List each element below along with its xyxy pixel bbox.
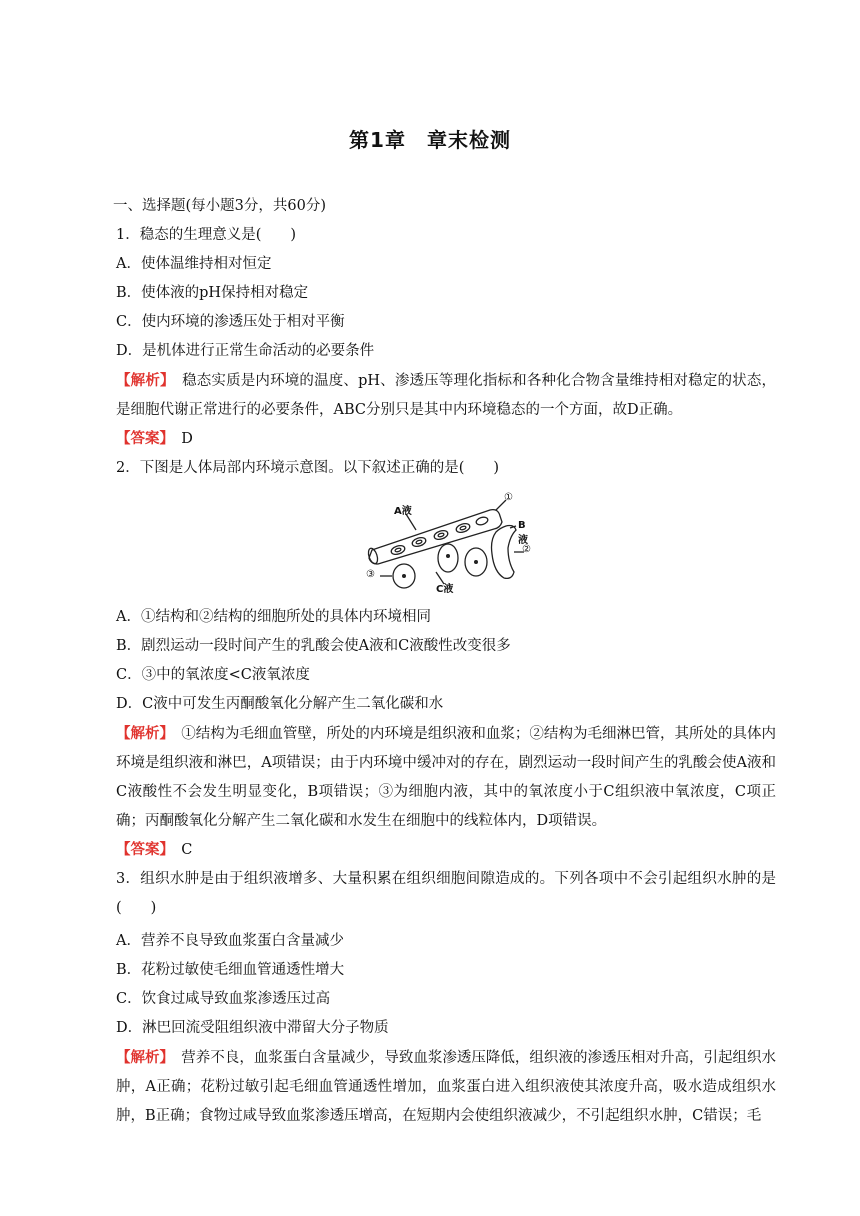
page-title: 第1章 章末检测 [349,128,511,152]
question-2-option-c: C．③中的氧浓度<C液氧浓度 [116,667,310,683]
question-2-stem: 2．下图是人体局部内环境示意图。以下叙述正确的是( ) [116,460,500,476]
question-2-option-a: A．①结构和②结构的细胞所处的具体内环境相同 [116,609,431,625]
question-1-option-c: C．使内环境的渗透压处于相对平衡 [116,314,345,330]
question-3-option-b: B．花粉过敏使毛细血管通透性增大 [116,962,345,978]
label-3: ③ [366,569,375,580]
label-1: ① [504,492,513,503]
label-b-liquid: B液 [518,520,528,546]
label-a-liquid: A液 [394,506,412,517]
question-1-stem: 1．稳态的生理意义是( ) [116,227,297,243]
analysis-text: 营养不良，血浆蛋白含量减少，导致血浆渗透压降低，组织液的渗透压相对升高，引起组织水肿，A正确；花粉过敏引起毛细血管通透性增加，血浆蛋白进入组织液使其浓度升高，吸水造成组织水肿，B正确；食物过咸导致血浆渗透压增高，在短期内会使组织液减少，不引起组织水肿，C错误；毛 [116,1050,777,1124]
question-3-option-d: D．淋巴回流受阻组织液中滞留大分子物质 [116,1020,389,1036]
question-1-option-d: D．是机体进行正常生命活动的必要条件 [116,343,375,359]
question-1-option-b: B．使体液的pH保持相对稳定 [116,285,309,301]
question-2-option-d: D．C液中可发生丙酮酸氧化分解产生二氧化碳和水 [116,696,444,712]
tissue-fluid-diagram [364,492,534,596]
question-3-option-c: C．饮食过咸导致血浆渗透压过高 [116,991,331,1007]
label-2: ② [522,544,531,555]
answer-label: 【答案】 [116,841,167,858]
question-3-option-a: A．营养不良导致血浆蛋白含量减少 [116,933,344,949]
analysis-label: 【解析】 [116,372,168,389]
question-3-stem: 3．组织水肿是由于组织液增多、大量积累在组织细胞间隙造成的。下列各项中不会引起组织水肿的是( ) [116,871,776,916]
analysis-label: 【解析】 [116,725,167,742]
question-3-analysis [116,1043,776,1131]
analysis-label: 【解析】 [116,1049,167,1066]
answer-label: 【答案】 [116,430,167,447]
question-1-option-a: A．使体温维持相对恒定 [116,256,272,272]
analysis-text: ①结构为毛细血管壁，所处的内环境是组织液和血浆；②结构为毛细淋巴管，其所处的具体内环境是组织液和淋巴，A项错误；由于内环境中缓冲对的存在，剧烈运动一段时间产生的乳酸会使A液和C液酸性不会发生明显变化，B项错误；③为细胞内液，其中的氧浓度小于C组织液中氧浓度，C项正确；丙酮酸氧化分解产生二氧化碳和水发生在细胞中的线粒体内，D项错误。 [116,726,777,829]
question-1-answer [116,429,193,449]
question-1-analysis [116,366,776,425]
section-heading: 一、选择题(每小题3分，共60分) [113,198,326,214]
question-2-answer [116,840,192,860]
analysis-text: 稳态实质是内环境的温度、pH、渗透压等理化指标和各种化合物含量维持相对稳定的状态，是细胞代谢正常进行的必要条件，ABC分别只是其中内环境稳态的一个方面，故D正确。 [116,373,776,418]
answer-value: D [181,431,193,447]
label-c-liquid: C液 [436,584,454,595]
question-2-analysis [116,719,776,836]
answer-value: C [181,842,193,858]
question-2-option-b: B．剧烈运动一段时间产生的乳酸会使A液和C液酸性改变很多 [116,638,511,654]
